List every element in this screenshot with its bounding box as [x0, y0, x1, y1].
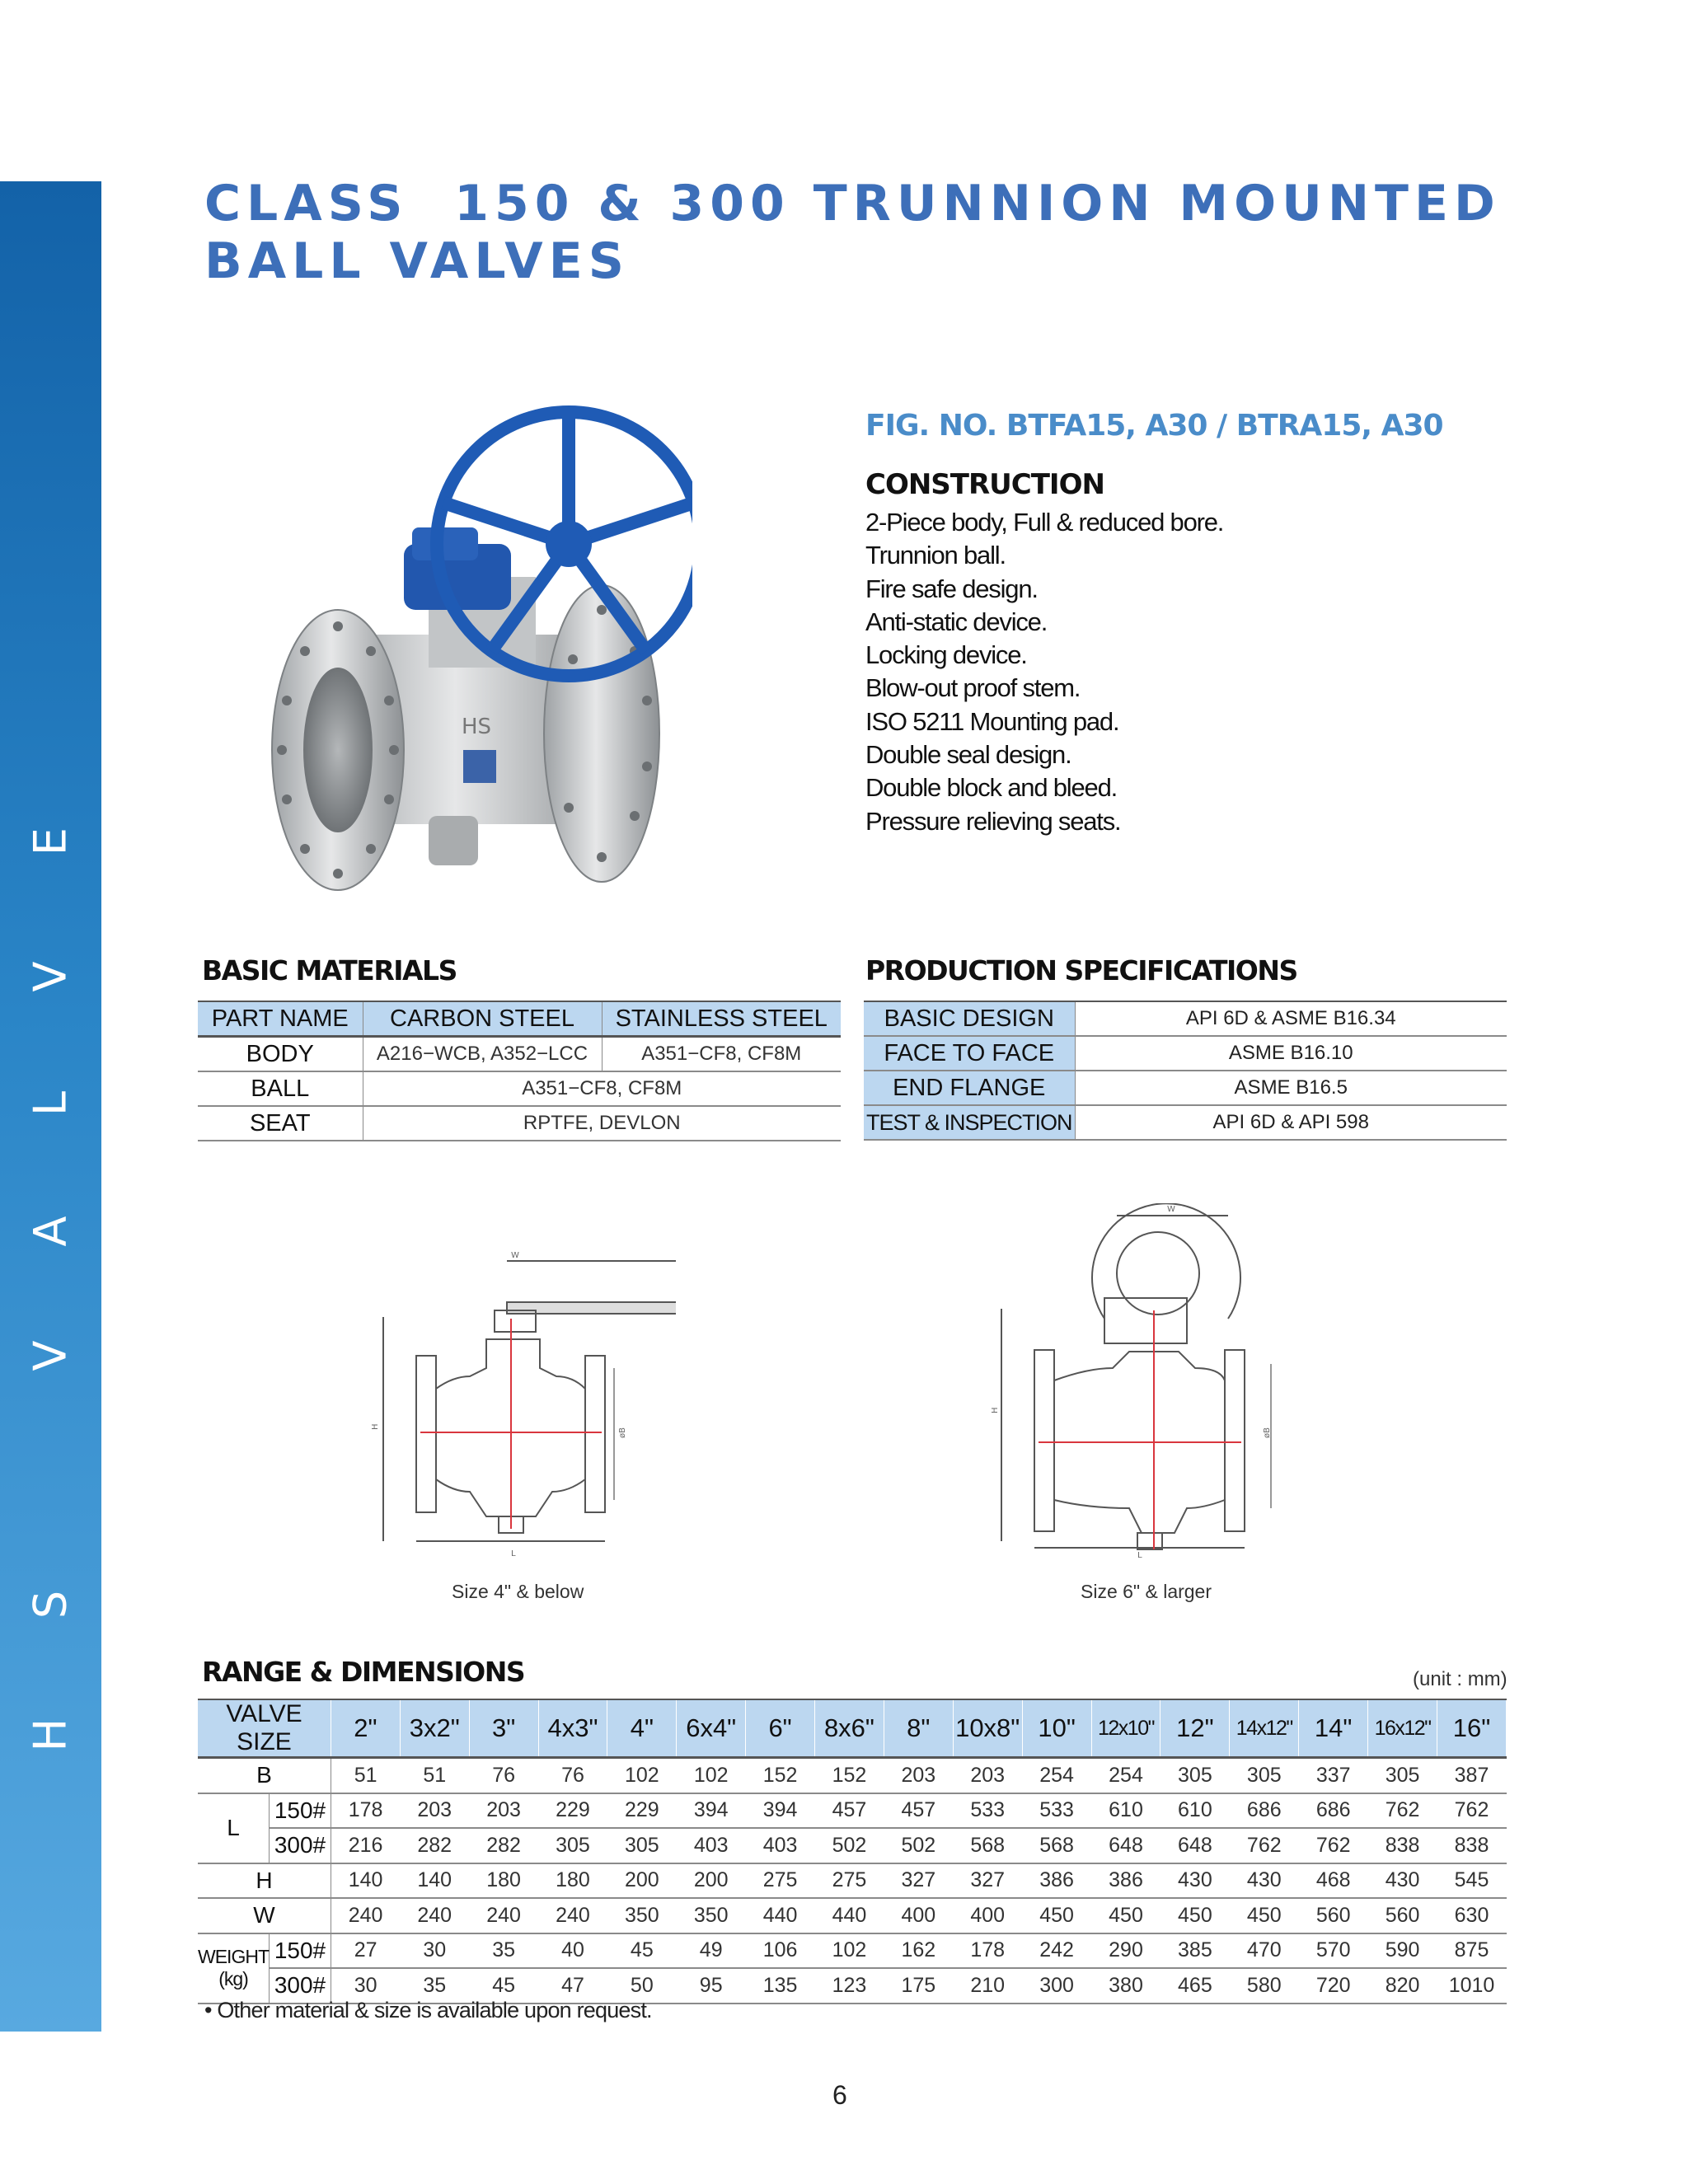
dimension-value-cell: 51: [400, 1758, 469, 1793]
dimension-value-cell: 45: [469, 1968, 538, 2004]
spec-key-cell: FACE TO FACE: [864, 1036, 1075, 1071]
size-header-cell: 16x12": [1368, 1699, 1437, 1758]
dimension-label: øB: [618, 1427, 627, 1438]
dimension-value-cell: 49: [677, 1933, 746, 1969]
table-row: [198, 1106, 841, 1141]
production-specs-table: [864, 1001, 1507, 1141]
size-header-cell: 12": [1160, 1699, 1230, 1758]
dimension-value-cell: 720: [1299, 1968, 1368, 2004]
dimension-value-cell: 27: [331, 1933, 400, 1969]
dimension-value-cell: 686: [1230, 1793, 1299, 1829]
dimension-value-cell: 102: [814, 1933, 884, 1969]
dimension-value-cell: 180: [538, 1863, 607, 1899]
sidebar-letter: A: [24, 1216, 77, 1247]
dimension-value-cell: 502: [814, 1828, 884, 1863]
dimension-value-cell: 216: [331, 1828, 400, 1863]
size-header-cell: 4": [607, 1699, 677, 1758]
dimension-value-cell: 403: [677, 1828, 746, 1863]
dimension-value-cell: 180: [469, 1863, 538, 1899]
spec-value-cell: ASME B16.10: [1075, 1036, 1507, 1071]
dimensions-heading: RANGE & DIMENSIONS: [202, 1656, 525, 1688]
dimension-value-cell: 560: [1368, 1898, 1437, 1933]
dimension-value-cell: 254: [1091, 1758, 1160, 1793]
dimension-value-cell: 35: [400, 1968, 469, 2004]
size-header-cell: 3": [469, 1699, 538, 1758]
dimension-value-cell: 648: [1091, 1828, 1160, 1863]
dimension-value-cell: 380: [1091, 1968, 1160, 2004]
dimension-value-cell: 175: [884, 1968, 953, 2004]
dimension-value-cell: 648: [1160, 1828, 1230, 1863]
size-header-cell: 3x2": [400, 1699, 469, 1758]
dimension-value-cell: 394: [677, 1793, 746, 1829]
construction-item: Trunnion ball.: [865, 541, 1006, 570]
table-row: [198, 1828, 1507, 1863]
dimension-value-cell: 203: [469, 1793, 538, 1829]
dimension-value-cell: 305: [607, 1828, 677, 1863]
dimension-value-cell: 203: [884, 1758, 953, 1793]
size-header-cell: 14": [1299, 1699, 1368, 1758]
dimension-value-cell: 440: [746, 1898, 815, 1933]
dimension-value-cell: 275: [814, 1863, 884, 1899]
spec-value-cell: API 6D & ASME B16.34: [1075, 1001, 1507, 1036]
dimension-value-cell: 76: [469, 1758, 538, 1793]
row-label: [198, 1933, 270, 2004]
construction-heading: CONSTRUCTION: [865, 468, 1104, 501]
table-row: [864, 1105, 1507, 1140]
dimension-value-cell: 590: [1368, 1933, 1437, 1969]
basic-materials-heading: BASIC MATERIALS: [202, 954, 457, 987]
dimension-value-cell: 430: [1230, 1863, 1299, 1899]
dimensions-table: [198, 1699, 1507, 2004]
dimension-value-cell: 162: [884, 1933, 953, 1969]
construction-item: 2-Piece body, Full & reduced bore.: [865, 508, 1224, 537]
dimension-value-cell: 533: [953, 1793, 1022, 1829]
column-header: STAINLESS STEEL: [602, 1001, 841, 1037]
row-sublabel: 150#: [270, 1933, 331, 1969]
dimension-value-cell: 305: [1368, 1758, 1437, 1793]
dimension-value-cell: 242: [1022, 1933, 1091, 1969]
drawing-large-valve: [989, 1203, 1319, 1558]
dimension-value-cell: 140: [331, 1863, 400, 1899]
construction-item: Pressure relieving seats.: [865, 806, 1121, 836]
dimension-value-cell: 457: [814, 1793, 884, 1829]
dimension-value-cell: 282: [400, 1828, 469, 1863]
dimension-value-cell: 50: [607, 1968, 677, 2004]
dimension-value-cell: 152: [746, 1758, 815, 1793]
sidebar-band: [0, 181, 101, 2032]
row-sublabel: 300#: [270, 1828, 331, 1863]
construction-item: Double seal design.: [865, 740, 1071, 770]
dimension-value-cell: 30: [400, 1933, 469, 1969]
dimension-value-cell: 337: [1299, 1758, 1368, 1793]
row-label: H: [198, 1863, 331, 1899]
dimension-value-cell: 610: [1160, 1793, 1230, 1829]
dimension-value-cell: 210: [953, 1968, 1022, 2004]
size-header-cell: 8x6": [814, 1699, 884, 1758]
dimension-value-cell: 140: [400, 1863, 469, 1899]
dimension-label: W: [1167, 1205, 1175, 1214]
spec-key-cell: END FLANGE: [864, 1071, 1075, 1105]
dimension-value-cell: 468: [1299, 1863, 1368, 1899]
table-row: [864, 1036, 1507, 1071]
dimension-value-cell: 762: [1299, 1828, 1368, 1863]
dimension-value-cell: 30: [331, 1968, 400, 2004]
dimension-value-cell: 450: [1230, 1898, 1299, 1933]
sidebar-letter: V: [24, 961, 77, 992]
drawing-small-valve: [363, 1244, 676, 1558]
table-row: [198, 1793, 1507, 1829]
dimension-value-cell: 630: [1437, 1898, 1507, 1933]
table-row: [198, 1933, 1507, 1969]
dimension-value-cell: 762: [1368, 1793, 1437, 1829]
page-title: [204, 175, 1501, 290]
dimension-value-cell: 502: [884, 1828, 953, 1863]
table-header-row: [198, 1001, 841, 1037]
dimension-value-cell: 203: [400, 1793, 469, 1829]
dimension-value-cell: 76: [538, 1758, 607, 1793]
dimension-value-cell: 762: [1230, 1828, 1299, 1863]
drawing-caption-large: Size 6" & larger: [1081, 1581, 1212, 1602]
sidebar-letter: H: [24, 1718, 77, 1752]
dimension-value-cell: 762: [1437, 1793, 1507, 1829]
dimension-value-cell: 327: [884, 1863, 953, 1899]
dimension-value-cell: 1010: [1437, 1968, 1507, 2004]
table-row: [864, 1001, 1507, 1036]
size-header-cell: 10": [1022, 1699, 1091, 1758]
dimension-label: H: [371, 1423, 380, 1430]
dimension-value-cell: 457: [884, 1793, 953, 1829]
dimension-value-cell: 40: [538, 1933, 607, 1969]
dimension-value-cell: 403: [746, 1828, 815, 1863]
dimension-value-cell: 386: [1091, 1863, 1160, 1899]
dimension-value-cell: 305: [538, 1828, 607, 1863]
dimension-value-cell: 327: [953, 1863, 1022, 1899]
size-header-cell: 8": [884, 1699, 953, 1758]
unit-label: (unit : mm): [1413, 1668, 1507, 1690]
product-image: [247, 387, 692, 898]
dimension-value-cell: 430: [1368, 1863, 1437, 1899]
construction-item: Fire safe design.: [865, 574, 1038, 603]
dimension-value-cell: 95: [677, 1968, 746, 2004]
dimension-value-cell: 430: [1160, 1863, 1230, 1899]
title-line-1: CLASS 150 & 300 TRUNNION MOUNTED: [204, 175, 1501, 232]
dimension-value-cell: 386: [1022, 1863, 1091, 1899]
dimension-value-cell: 450: [1022, 1898, 1091, 1933]
dimension-value-cell: 568: [953, 1828, 1022, 1863]
row-label: B: [198, 1758, 331, 1793]
dimension-label: L: [1137, 1551, 1142, 1558]
row-label: W: [198, 1898, 331, 1933]
dimension-value-cell: 47: [538, 1968, 607, 2004]
dimension-value-cell: 229: [607, 1793, 677, 1829]
dimension-value-cell: 570: [1299, 1933, 1368, 1969]
weight-unit-label: (kg): [218, 1968, 248, 1990]
drawing-caption-small: Size 4" & below: [452, 1581, 584, 1602]
size-header-cell: 4x3": [538, 1699, 607, 1758]
spec-key-cell: TEST & INSPECTION: [864, 1105, 1075, 1140]
row-sublabel: 150#: [270, 1793, 331, 1829]
dimension-value-cell: 45: [607, 1933, 677, 1969]
part-name-cell: BODY: [198, 1037, 363, 1072]
dimension-value-cell: 240: [469, 1898, 538, 1933]
weight-label: WEIGHT: [198, 1946, 269, 1967]
title-line-2: BALL VALVES: [204, 232, 630, 290]
column-header: CARBON STEEL: [363, 1001, 602, 1037]
dimension-value-cell: 229: [538, 1793, 607, 1829]
table-row: [198, 1863, 1507, 1899]
dimension-value-cell: 200: [677, 1863, 746, 1899]
size-header-cell: 12x10": [1091, 1699, 1160, 1758]
dimension-value-cell: 300: [1022, 1968, 1091, 2004]
dimension-value-cell: 200: [607, 1863, 677, 1899]
dimension-value-cell: 305: [1230, 1758, 1299, 1793]
dimension-value-cell: 282: [469, 1828, 538, 1863]
material-cell: A216−WCB, A352−LCC: [363, 1037, 602, 1072]
dimension-value-cell: 240: [331, 1898, 400, 1933]
construction-item: Anti-static device.: [865, 607, 1048, 636]
dimension-value-cell: 290: [1091, 1933, 1160, 1969]
dimension-label: W: [511, 1251, 519, 1260]
dimension-value-cell: 350: [607, 1898, 677, 1933]
dimension-value-cell: 240: [538, 1898, 607, 1933]
dimension-value-cell: 545: [1437, 1863, 1507, 1899]
dimension-value-cell: 400: [884, 1898, 953, 1933]
dimension-value-cell: 123: [814, 1968, 884, 2004]
construction-item: Blow-out proof stem.: [865, 673, 1081, 703]
size-header-cell: 10x8": [953, 1699, 1022, 1758]
table-row: [198, 1037, 841, 1072]
dimension-value-cell: 385: [1160, 1933, 1230, 1969]
sidebar-letter: E: [24, 827, 77, 856]
spec-value-cell: ASME B16.5: [1075, 1071, 1507, 1105]
spec-value-cell: API 6D & API 598: [1075, 1105, 1507, 1140]
construction-item: ISO 5211 Mounting pad.: [865, 706, 1119, 736]
size-header-cell: 14x12": [1230, 1699, 1299, 1758]
dimension-value-cell: 152: [814, 1758, 884, 1793]
table-row: [198, 1071, 841, 1106]
dimension-value-cell: 686: [1299, 1793, 1368, 1829]
sidebar-letter: S: [24, 1590, 77, 1619]
dimension-value-cell: 400: [953, 1898, 1022, 1933]
column-header: PART NAME: [198, 1001, 363, 1037]
material-cell: RPTFE, DEVLON: [363, 1106, 841, 1141]
sidebar-letter: L: [24, 1090, 77, 1117]
dimension-value-cell: 275: [746, 1863, 815, 1899]
dimension-value-cell: 305: [1160, 1758, 1230, 1793]
dimension-label: øB: [1263, 1427, 1272, 1438]
dimension-value-cell: 440: [814, 1898, 884, 1933]
dimension-value-cell: 106: [746, 1933, 815, 1969]
dimension-value-cell: 102: [677, 1758, 746, 1793]
dimension-value-cell: 178: [953, 1933, 1022, 1969]
dimension-value-cell: 820: [1368, 1968, 1437, 2004]
body-casting-text: HS: [462, 715, 492, 739]
table-header-row: [198, 1699, 1507, 1758]
dimension-value-cell: 240: [400, 1898, 469, 1933]
page-number: 6: [832, 2080, 847, 2110]
part-name-cell: SEAT: [198, 1106, 363, 1141]
table-row: [864, 1071, 1507, 1105]
dimension-value-cell: 35: [469, 1933, 538, 1969]
dimension-value-cell: 568: [1022, 1828, 1091, 1863]
table-row: [198, 1758, 1507, 1793]
row-label: L: [198, 1793, 270, 1863]
basic-materials-table: [198, 1001, 841, 1141]
dimension-label: L: [511, 1549, 516, 1558]
dimension-value-cell: 838: [1368, 1828, 1437, 1863]
dimension-value-cell: 387: [1437, 1758, 1507, 1793]
dimension-value-cell: 51: [331, 1758, 400, 1793]
figure-number: FIG. NO. BTFA15, A30 / BTRA15, A30: [865, 409, 1443, 443]
dimension-value-cell: 470: [1230, 1933, 1299, 1969]
production-specs-heading: PRODUCTION SPECIFICATIONS: [865, 954, 1297, 987]
column-header: VALVE SIZE: [198, 1699, 331, 1758]
part-name-cell: BALL: [198, 1071, 363, 1106]
dimension-value-cell: 838: [1437, 1828, 1507, 1863]
construction-item: Locking device.: [865, 640, 1027, 670]
dimension-value-cell: 610: [1091, 1793, 1160, 1829]
dimension-value-cell: 203: [953, 1758, 1022, 1793]
spec-key-cell: BASIC DESIGN: [864, 1001, 1075, 1036]
table-row: [198, 1898, 1507, 1933]
dimension-value-cell: 350: [677, 1898, 746, 1933]
material-cell: A351−CF8, CF8M: [602, 1037, 841, 1072]
dimension-label: H: [991, 1407, 1000, 1413]
dimension-value-cell: 450: [1160, 1898, 1230, 1933]
size-header-cell: 16": [1437, 1699, 1507, 1758]
dimension-value-cell: 135: [746, 1968, 815, 2004]
construction-item: Double block and bleed.: [865, 773, 1118, 803]
size-header-cell: 2": [331, 1699, 400, 1758]
dimension-value-cell: 254: [1022, 1758, 1091, 1793]
size-header-cell: 6": [746, 1699, 815, 1758]
row-sublabel: 300#: [270, 1968, 331, 2004]
dimension-value-cell: 560: [1299, 1898, 1368, 1933]
dimension-value-cell: 580: [1230, 1968, 1299, 2004]
size-header-cell: 6x4": [677, 1699, 746, 1758]
construction-section: [865, 468, 1223, 838]
material-cell: A351−CF8, CF8M: [363, 1071, 841, 1106]
dimension-value-cell: 875: [1437, 1933, 1507, 1969]
dimension-value-cell: 533: [1022, 1793, 1091, 1829]
dimension-value-cell: 178: [331, 1793, 400, 1829]
dimension-value-cell: 102: [607, 1758, 677, 1793]
dimension-value-cell: 394: [746, 1793, 815, 1829]
sidebar-letter: V: [24, 1340, 77, 1371]
dimension-value-cell: 465: [1160, 1968, 1230, 2004]
footnote: • Other material & size is available upon request.: [204, 1998, 652, 2022]
dimension-value-cell: 450: [1091, 1898, 1160, 1933]
